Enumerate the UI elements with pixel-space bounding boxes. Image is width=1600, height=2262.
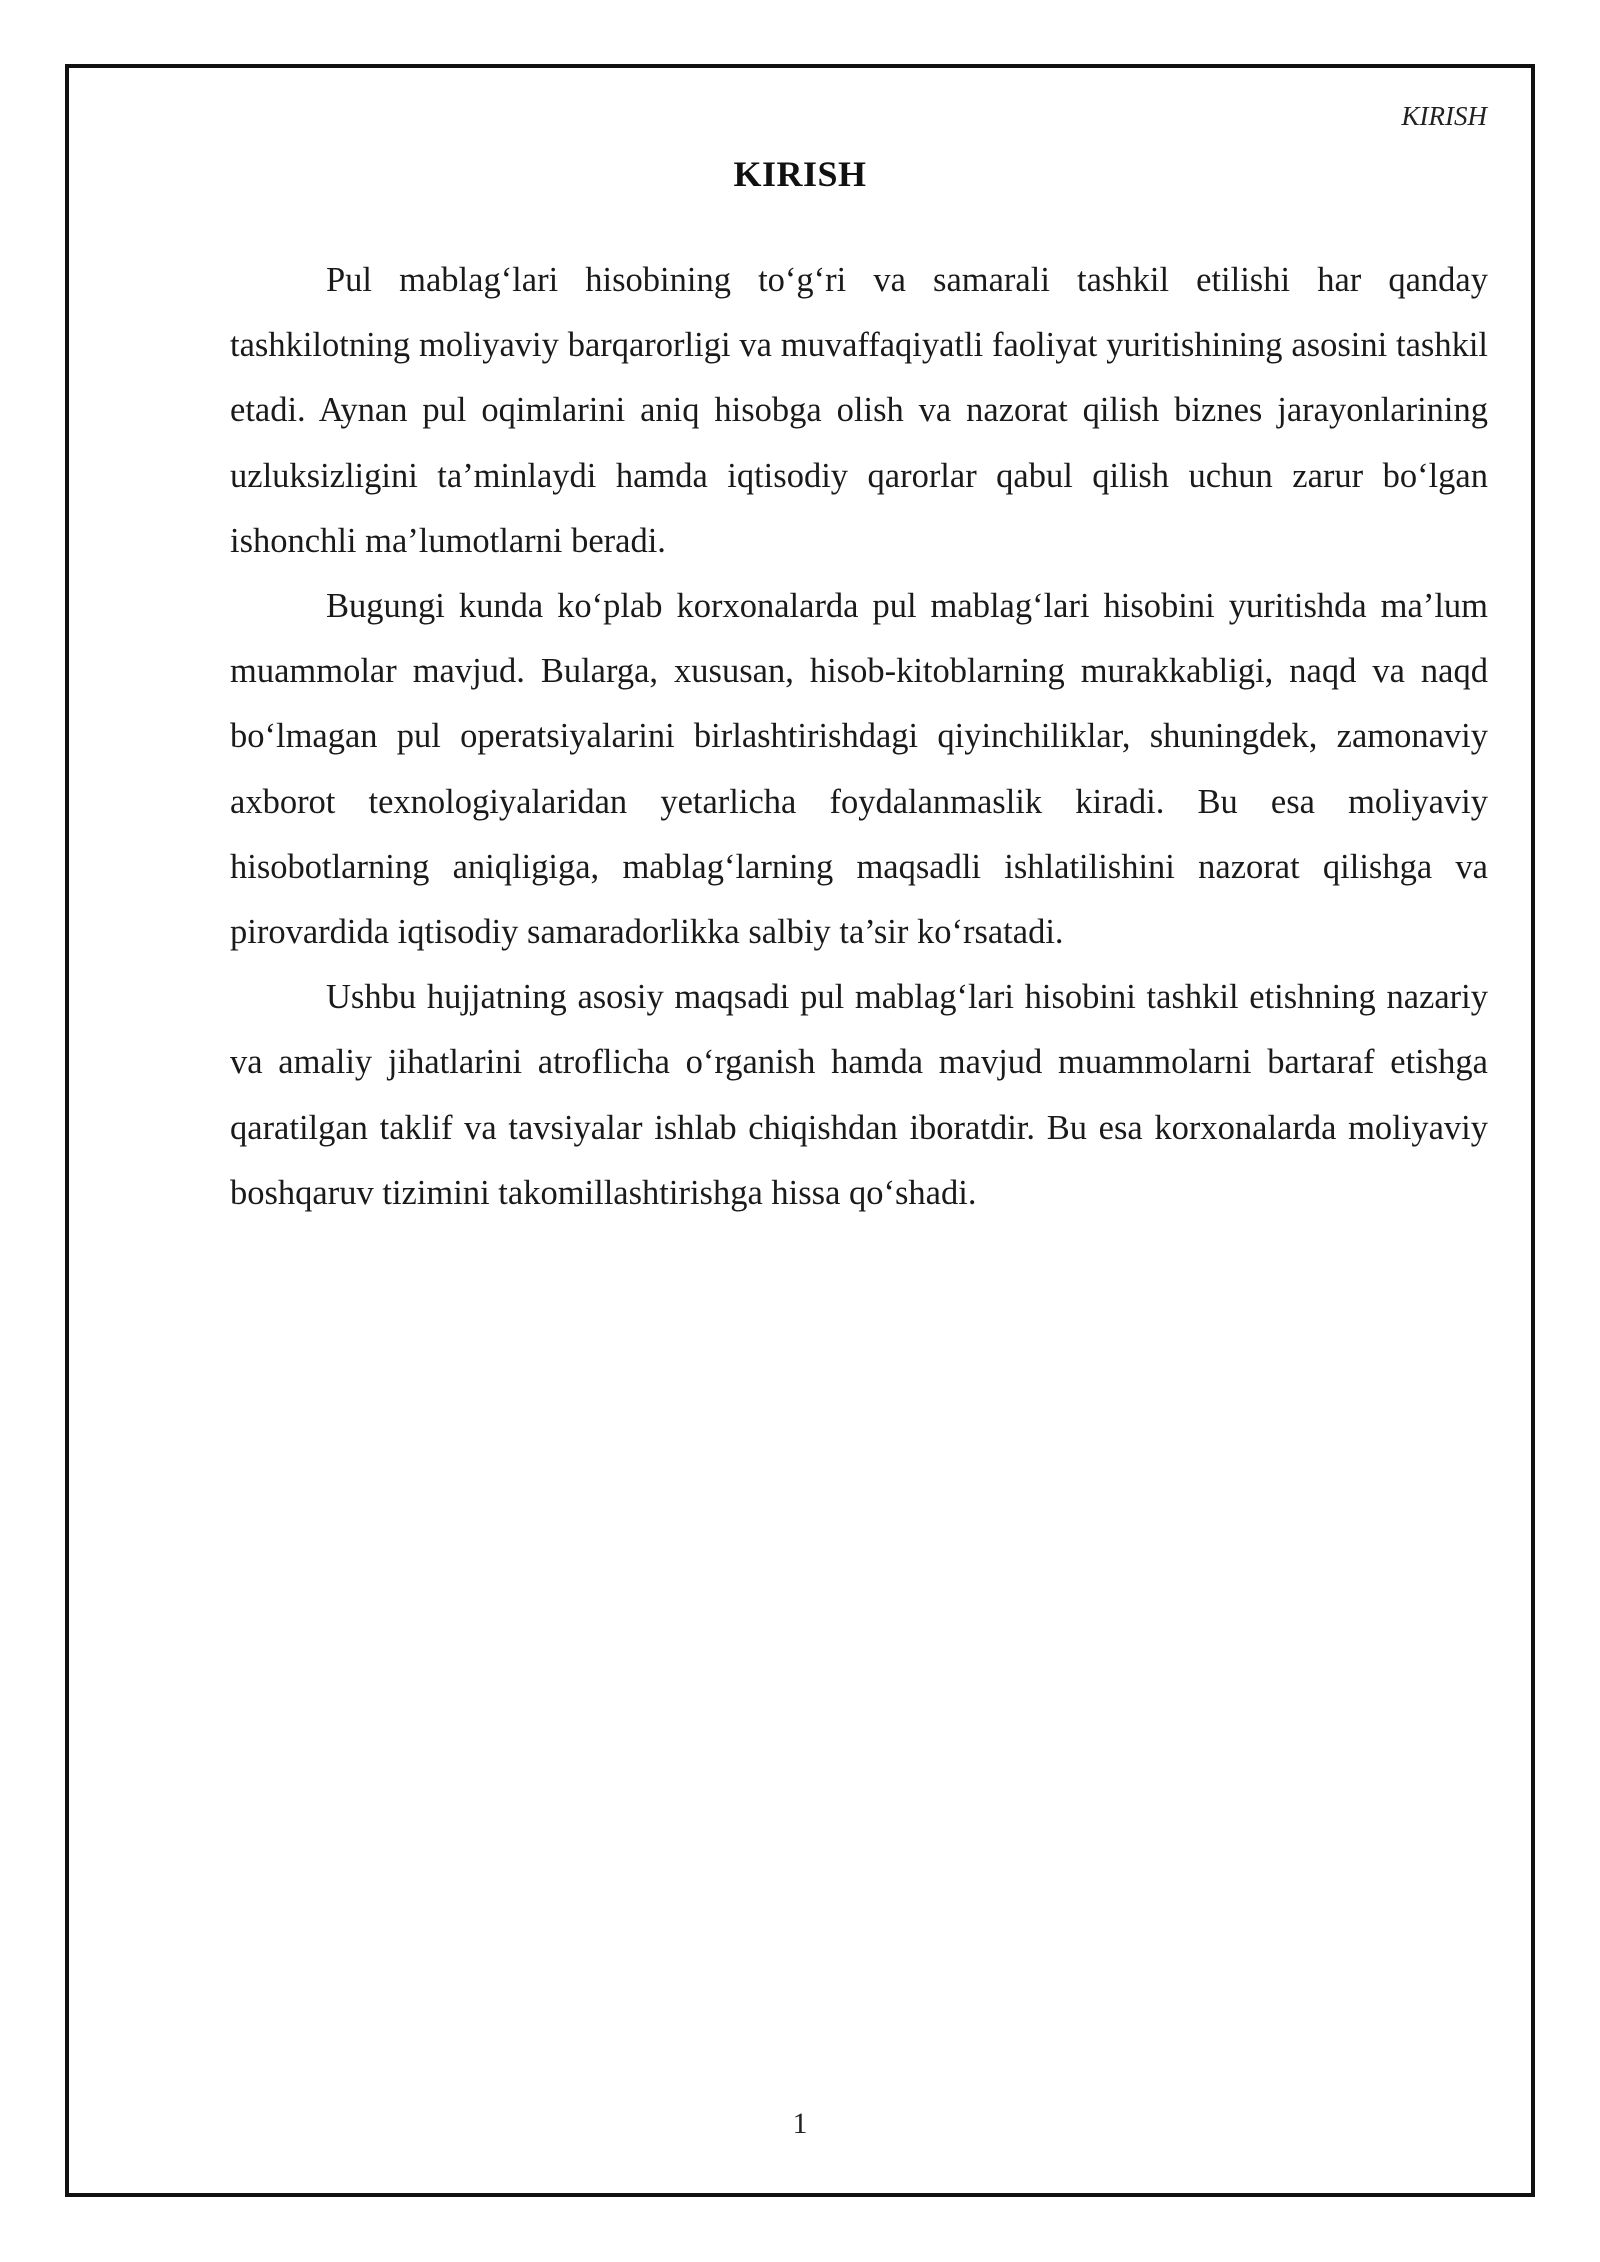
paragraph-1: Pul mablag‘lari hisobining to‘g‘ri va samarali tashkil etilishi har qanday tashkilotning moliyaviy barqarorligi va muvaffaqiyatli faoliyat yuritishining asosini tashkil etadi. Aynan pul oqimlarini aniq hisobga olish va nazorat qilish biznes jarayonlarining uzluksizligini ta’minlaydi hamda iqtisodiy qarorlar qabul qilish uchun zarur bo‘lgan ishonchli ma’lumotlarni beradi. xyxy=(230,261,1488,560)
running-header: KIRISH xyxy=(1401,101,1487,131)
paragraph-3: Ushbu hujjatning asosiy maqsadi pul mablag‘lari hisobini tashkil etishning nazariy va amaliy jihatlarini atroflicha o‘rganish hamda mavjud muammolarni bartaraf etishga qaratilgan taklif va tavsiyalar ishlab chiqishdan iboratdir. Bu esa korxonalarda moliyaviy boshqaruv tizimini takomillashtirishga hissa qo‘shadi. xyxy=(230,978,1488,1212)
page-title: KIRISH xyxy=(733,154,867,194)
paragraph-2: Bugungi kunda ko‘plab korxonalarda pul mablag‘lari hisobini yuritishda ma’lum muammolar mavjud. Bularga, xususan, hisob-kitoblarning murakkabligi, naqd va naqd bo‘lmagan pul operatsiyalarini birlashtirishdagi qiyinchiliklar, shuningdek, zamonaviy axborot texnologiyalaridan yetarlicha foydalanmaslik kiradi. Bu esa moliyaviy hisobotlarning aniqligiga, mablag‘larning maqsadli ishlatilishini nazorat qilishga va pirovardida iqtisodiy samaradorlikka salbiy ta’sir ko‘rsatadi. xyxy=(230,587,1488,952)
page-number: 1 xyxy=(792,2107,808,2140)
body-text xyxy=(230,248,1488,1226)
